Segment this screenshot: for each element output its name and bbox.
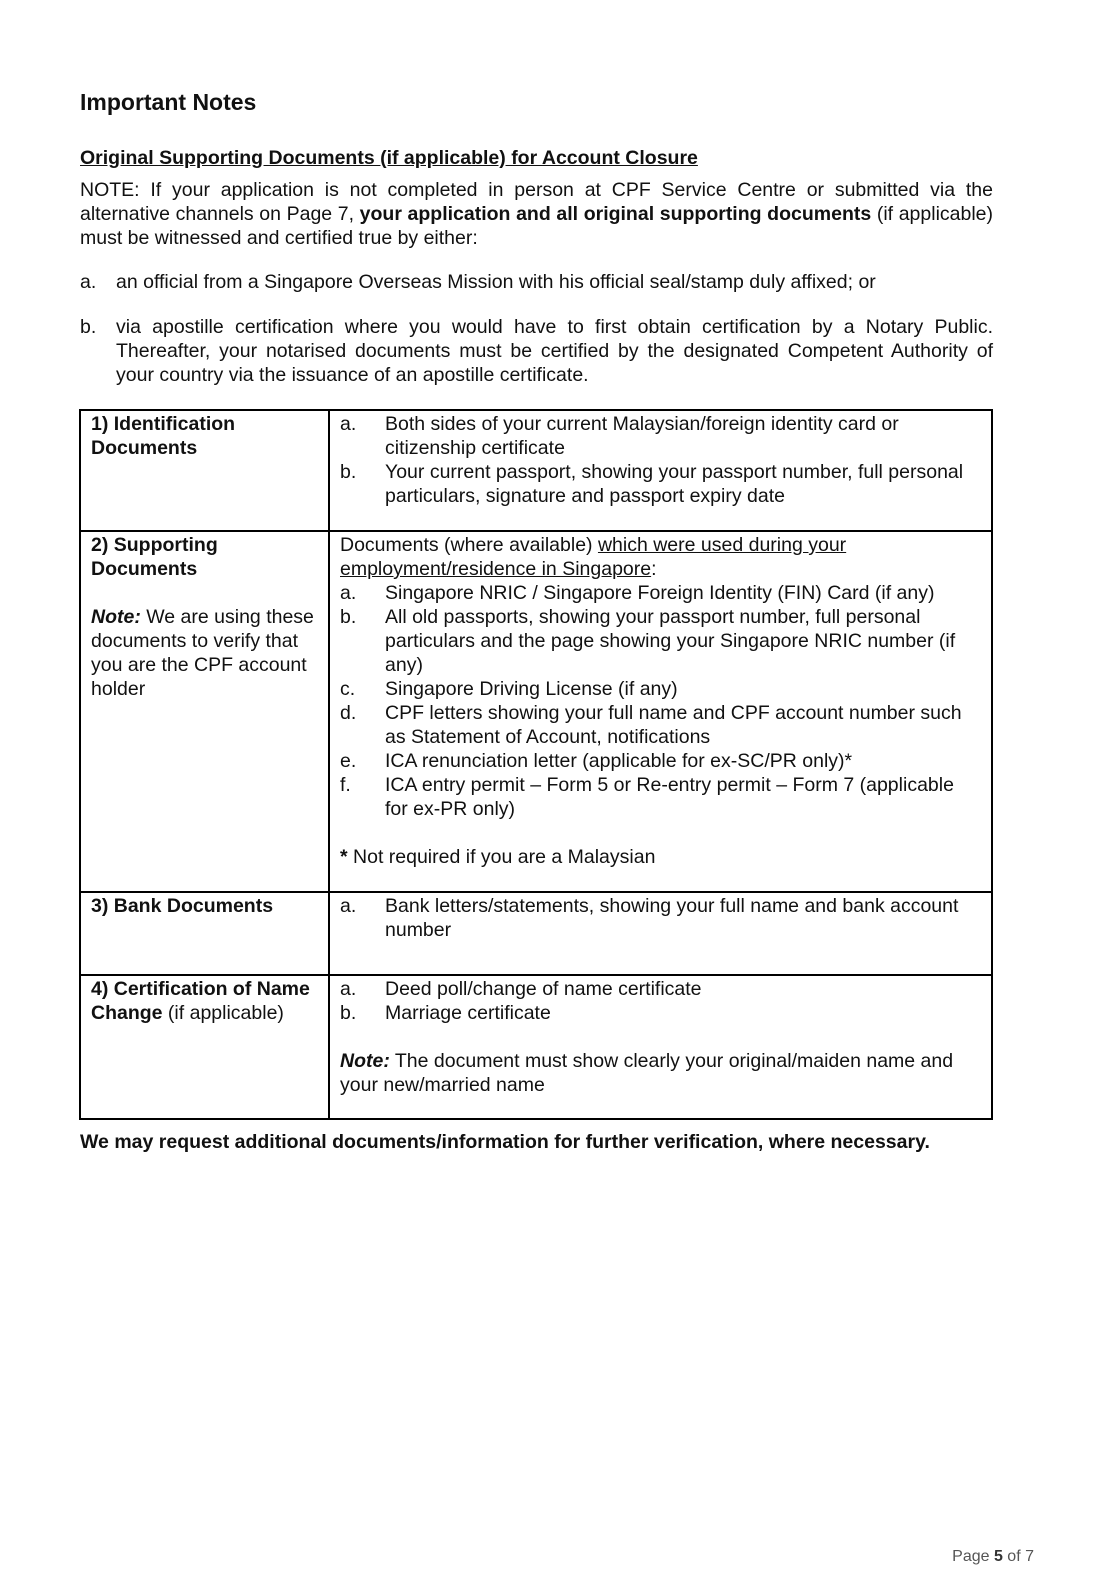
row-note <box>91 605 318 701</box>
footnote-text: Not required if you are a Malaysian <box>347 846 656 868</box>
row-note <box>340 1049 981 1097</box>
table-row <box>80 531 992 892</box>
document-list <box>340 977 981 1025</box>
list-item <box>340 749 981 773</box>
note-label: Note: <box>91 606 141 628</box>
list-marker: f. <box>340 774 351 796</box>
row-label-cell <box>80 531 329 892</box>
list-text: ICA renunciation letter (applicable for ex-SC/PR only)* <box>385 750 853 772</box>
list-text: All old passports, showing your passport number, full personal particulars and the page showing your Singapore NRIC number (if any) <box>385 606 956 676</box>
row-content-cell <box>329 892 992 975</box>
row-label: 3) Bank Documents <box>91 895 274 917</box>
table-row <box>80 410 992 531</box>
lead-text: Documents (where available) <box>340 534 598 556</box>
row-label-bold: 4) Certification of Name Change <box>91 978 310 1024</box>
page-middle: of <box>1002 1548 1026 1565</box>
list-marker: b. <box>340 606 357 628</box>
row-label: 2) Supporting Documents <box>91 534 218 580</box>
list-text: Your current passport, showing your passport number, full personal particulars, signature and passport expiry date <box>385 461 964 507</box>
list-text: CPF letters showing your full name and CPF account number such as Statement of Account, notifications <box>385 702 962 748</box>
list-text: Deed poll/change of name certificate <box>385 978 702 1000</box>
list-text: Both sides of your current Malaysian/foreign identity card or citizenship certificate <box>385 413 899 459</box>
list-item <box>340 1001 981 1025</box>
list-marker: b. <box>340 1002 357 1024</box>
footer-note: We may request additional documents/information for further verification, where necessary. <box>80 1131 930 1153</box>
document-list <box>340 581 981 821</box>
document-list <box>340 412 981 508</box>
list-marker: a. <box>340 582 357 604</box>
note-label: Note: <box>340 1050 390 1072</box>
list-item <box>340 773 981 821</box>
list-text: Singapore Driving License (if any) <box>385 678 678 700</box>
table-row <box>80 892 992 975</box>
row-content-cell <box>329 531 992 892</box>
list-marker: a. <box>340 895 357 917</box>
list-marker: c. <box>340 678 356 700</box>
lead-suffix: : <box>651 558 657 580</box>
list-item <box>340 460 981 508</box>
list-text: Marriage certificate <box>385 1002 551 1024</box>
list-marker: b. <box>340 461 357 483</box>
intro-text: NOTE: If your application is not completed in person at CPF Service Centre or submitted via the alternative channels on Page 7, <box>80 179 993 225</box>
option-b <box>80 315 993 387</box>
list-item <box>340 412 981 460</box>
option-text: an official from a Singapore Overseas Mission with his official seal/stamp duly affixed; or <box>116 271 876 293</box>
list-item <box>340 581 981 605</box>
documents-table <box>79 409 993 1120</box>
list-marker: a. <box>340 978 357 1000</box>
list-text: Bank letters/statements, showing your full name and bank account number <box>385 895 959 941</box>
note-text: The document must show clearly your original/maiden name and your new/married name <box>340 1050 954 1096</box>
row-content-cell <box>329 410 992 531</box>
row-label-cell <box>80 892 329 975</box>
list-marker: e. <box>340 750 357 772</box>
table-row <box>80 975 992 1119</box>
row-label-cell <box>80 410 329 531</box>
intro-paragraph <box>80 178 993 250</box>
list-item <box>340 977 981 1001</box>
list-lead <box>340 533 981 581</box>
row-label-rest: (if applicable) <box>162 1002 284 1024</box>
page-total: 7 <box>1025 1548 1034 1565</box>
list-text: Singapore NRIC / Singapore Foreign Identity (FIN) Card (if any) <box>385 582 935 604</box>
list-marker: a. <box>340 413 357 435</box>
row-label: 1) Identification Documents <box>91 413 236 459</box>
intro-text-end: (if applicable) must be witnessed and certified true by either: <box>80 203 994 249</box>
list-text: ICA entry permit – Form 5 or Re-entry permit – Form 7 (applicable for ex-PR only) <box>385 774 954 820</box>
row-content-cell <box>329 975 992 1119</box>
page-current: 5 <box>993 1548 1003 1565</box>
row-label <box>91 977 318 1025</box>
lead-underlined: which were used during your employment/residence in Singapore <box>340 534 847 580</box>
row-label-cell <box>80 975 329 1119</box>
footnote-star: * <box>340 846 348 868</box>
note-text: We are using these documents to verify that you are the CPF account holder <box>91 606 314 700</box>
list-item <box>340 701 981 749</box>
option-marker: a. <box>80 271 97 293</box>
option-a <box>80 270 993 294</box>
section-heading: Original Supporting Documents (if applicable) for Account Closure <box>80 147 698 169</box>
intro-bold-text: your application and all original supporting documents <box>359 203 872 225</box>
document-list <box>340 894 981 942</box>
option-marker: b. <box>80 316 97 338</box>
page-title: Important Notes <box>80 89 257 115</box>
footnote <box>340 845 981 869</box>
list-item <box>340 677 981 701</box>
page-number <box>952 1545 1034 1569</box>
page-prefix: Page <box>952 1548 994 1565</box>
list-item <box>340 894 981 942</box>
list-item <box>340 605 981 677</box>
option-text: via apostille certification where you would have to first obtain certification by a Notary Public. Thereafter, your notarised documents must be certified by the designated Competent Authority of your country via the issuance of an apostille certificate. <box>116 316 993 386</box>
list-marker: d. <box>340 702 357 724</box>
